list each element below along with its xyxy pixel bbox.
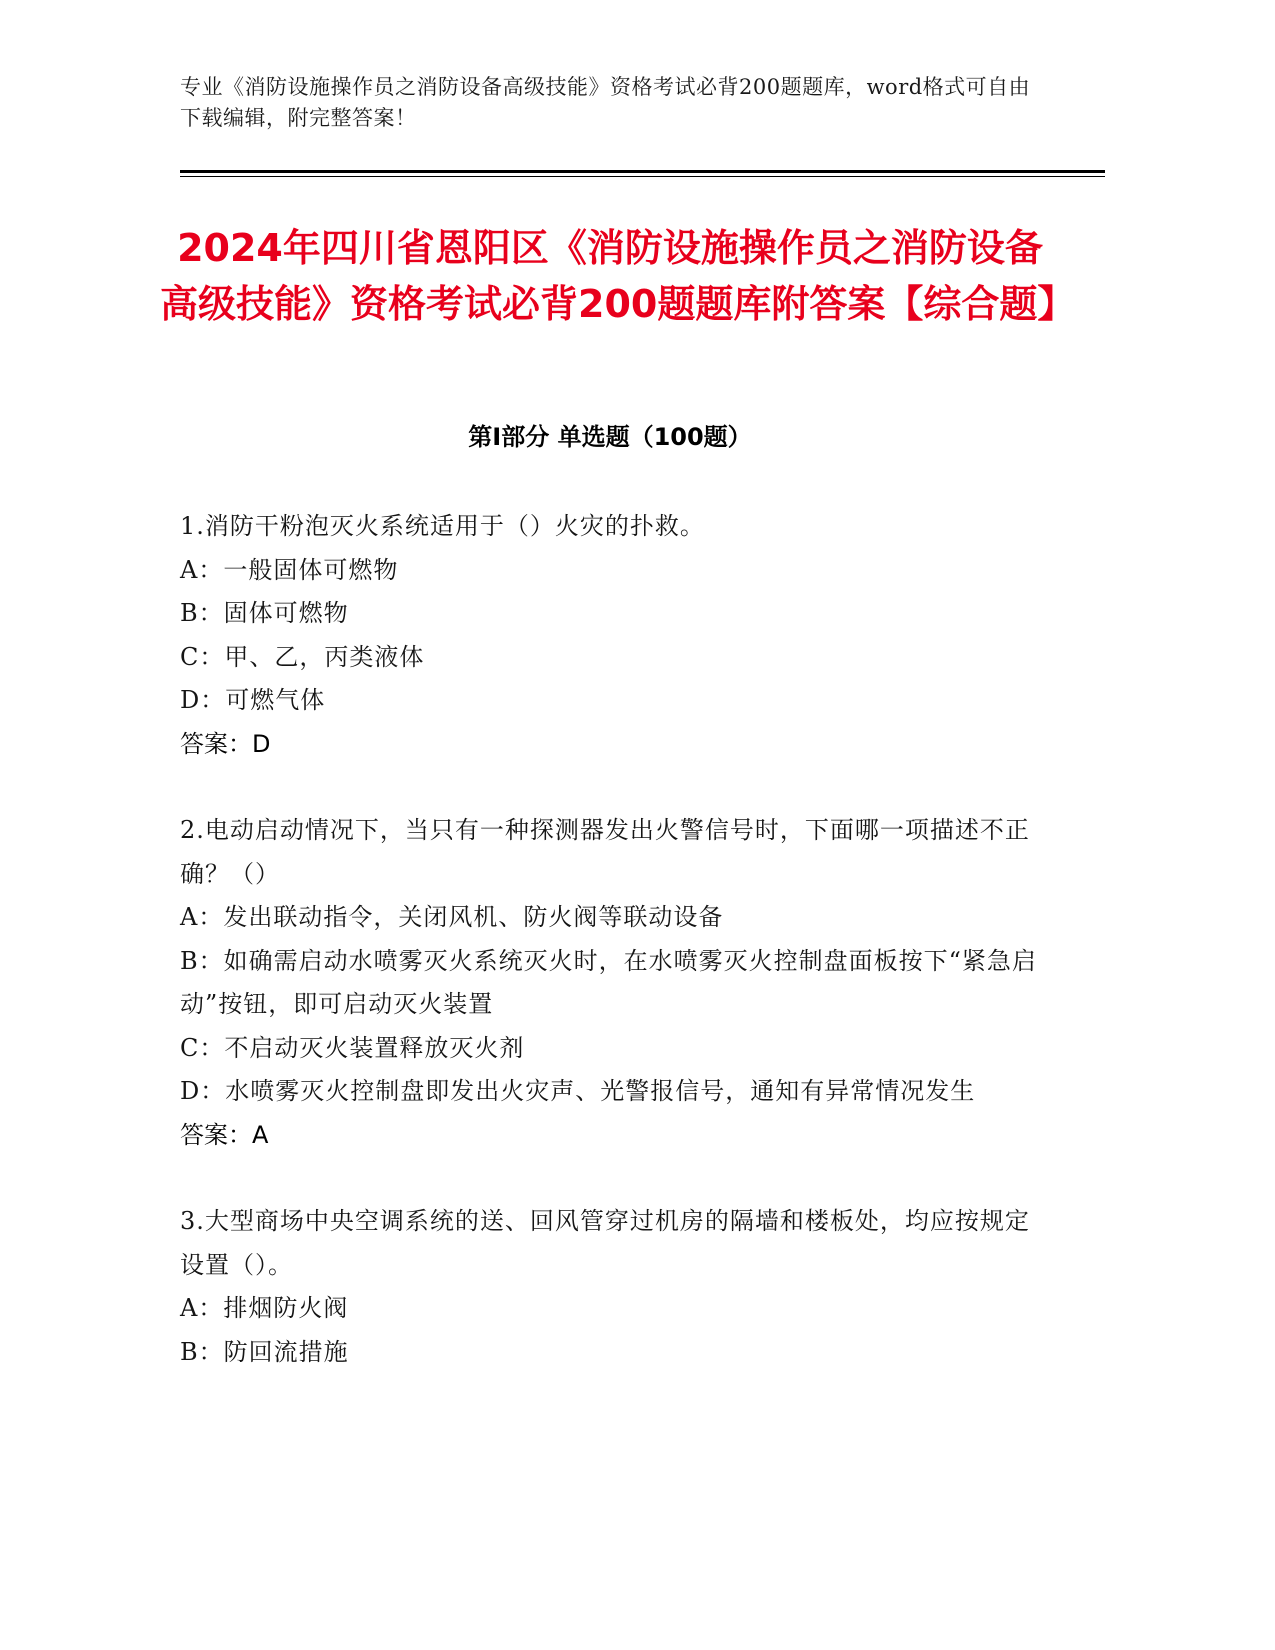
question-stem: 1.消防干粉泡灭火系统适用于（）火灾的扑救。 [180,512,705,540]
option-d: D：水喷雾灭火控制盘即发出火灾声、光警报信号，通知有异常情况发生 [180,1077,976,1105]
option-a: A：发出联动指令，关闭风机、防火阀等联动设备 [180,903,724,931]
question-stem: 2.电动启动情况下，当只有一种探测器发出火警信号时，下面哪一项描述不正确？（） [180,816,1030,888]
question-2 [180,809,1040,1157]
question-list [180,505,1040,1417]
option-a: A：一般固体可燃物 [180,555,399,584]
header-note: 专业《消防设施操作员之消防设备高级技能》资格考试必背200题题库，word格式可自由下载编辑，附完整答案！ [180,75,1031,130]
option-d: D：可燃气体 [180,686,326,714]
option-c: C：不启动灭火装置释放灭火剂 [180,1033,525,1062]
header-rule-thin [180,176,1105,177]
option-b: B：固体可燃物 [180,599,349,627]
document-title: 2024年四川省恩阳区《消防设施操作员之消防设备高级技能》资格考试必背200题题库附答案【综合题】 [160,226,1076,326]
option-a: A：排烟防火阀 [180,1294,349,1322]
option-b: B：如确需启动水喷雾灭火系统灭火时，在水喷雾灭火控制盘面板按下“紧急启动”按钮，即可启动灭火装置 [180,946,1037,1018]
header-rule-thick [180,170,1105,173]
answer: 答案：A [180,1120,269,1149]
section-heading: 第Ⅰ部分 单选题（100题） [468,423,752,451]
option-b: B：防回流措施 [180,1337,349,1366]
question-3 [180,1200,1040,1374]
question-1 [180,505,1040,766]
question-stem: 3.大型商场中央空调系统的送、回风管穿过机房的隔墙和楼板处，均应按规定设置（）。 [180,1207,1030,1279]
answer: 答案：D [180,729,271,758]
option-c: C：甲、乙，丙类液体 [180,642,425,671]
